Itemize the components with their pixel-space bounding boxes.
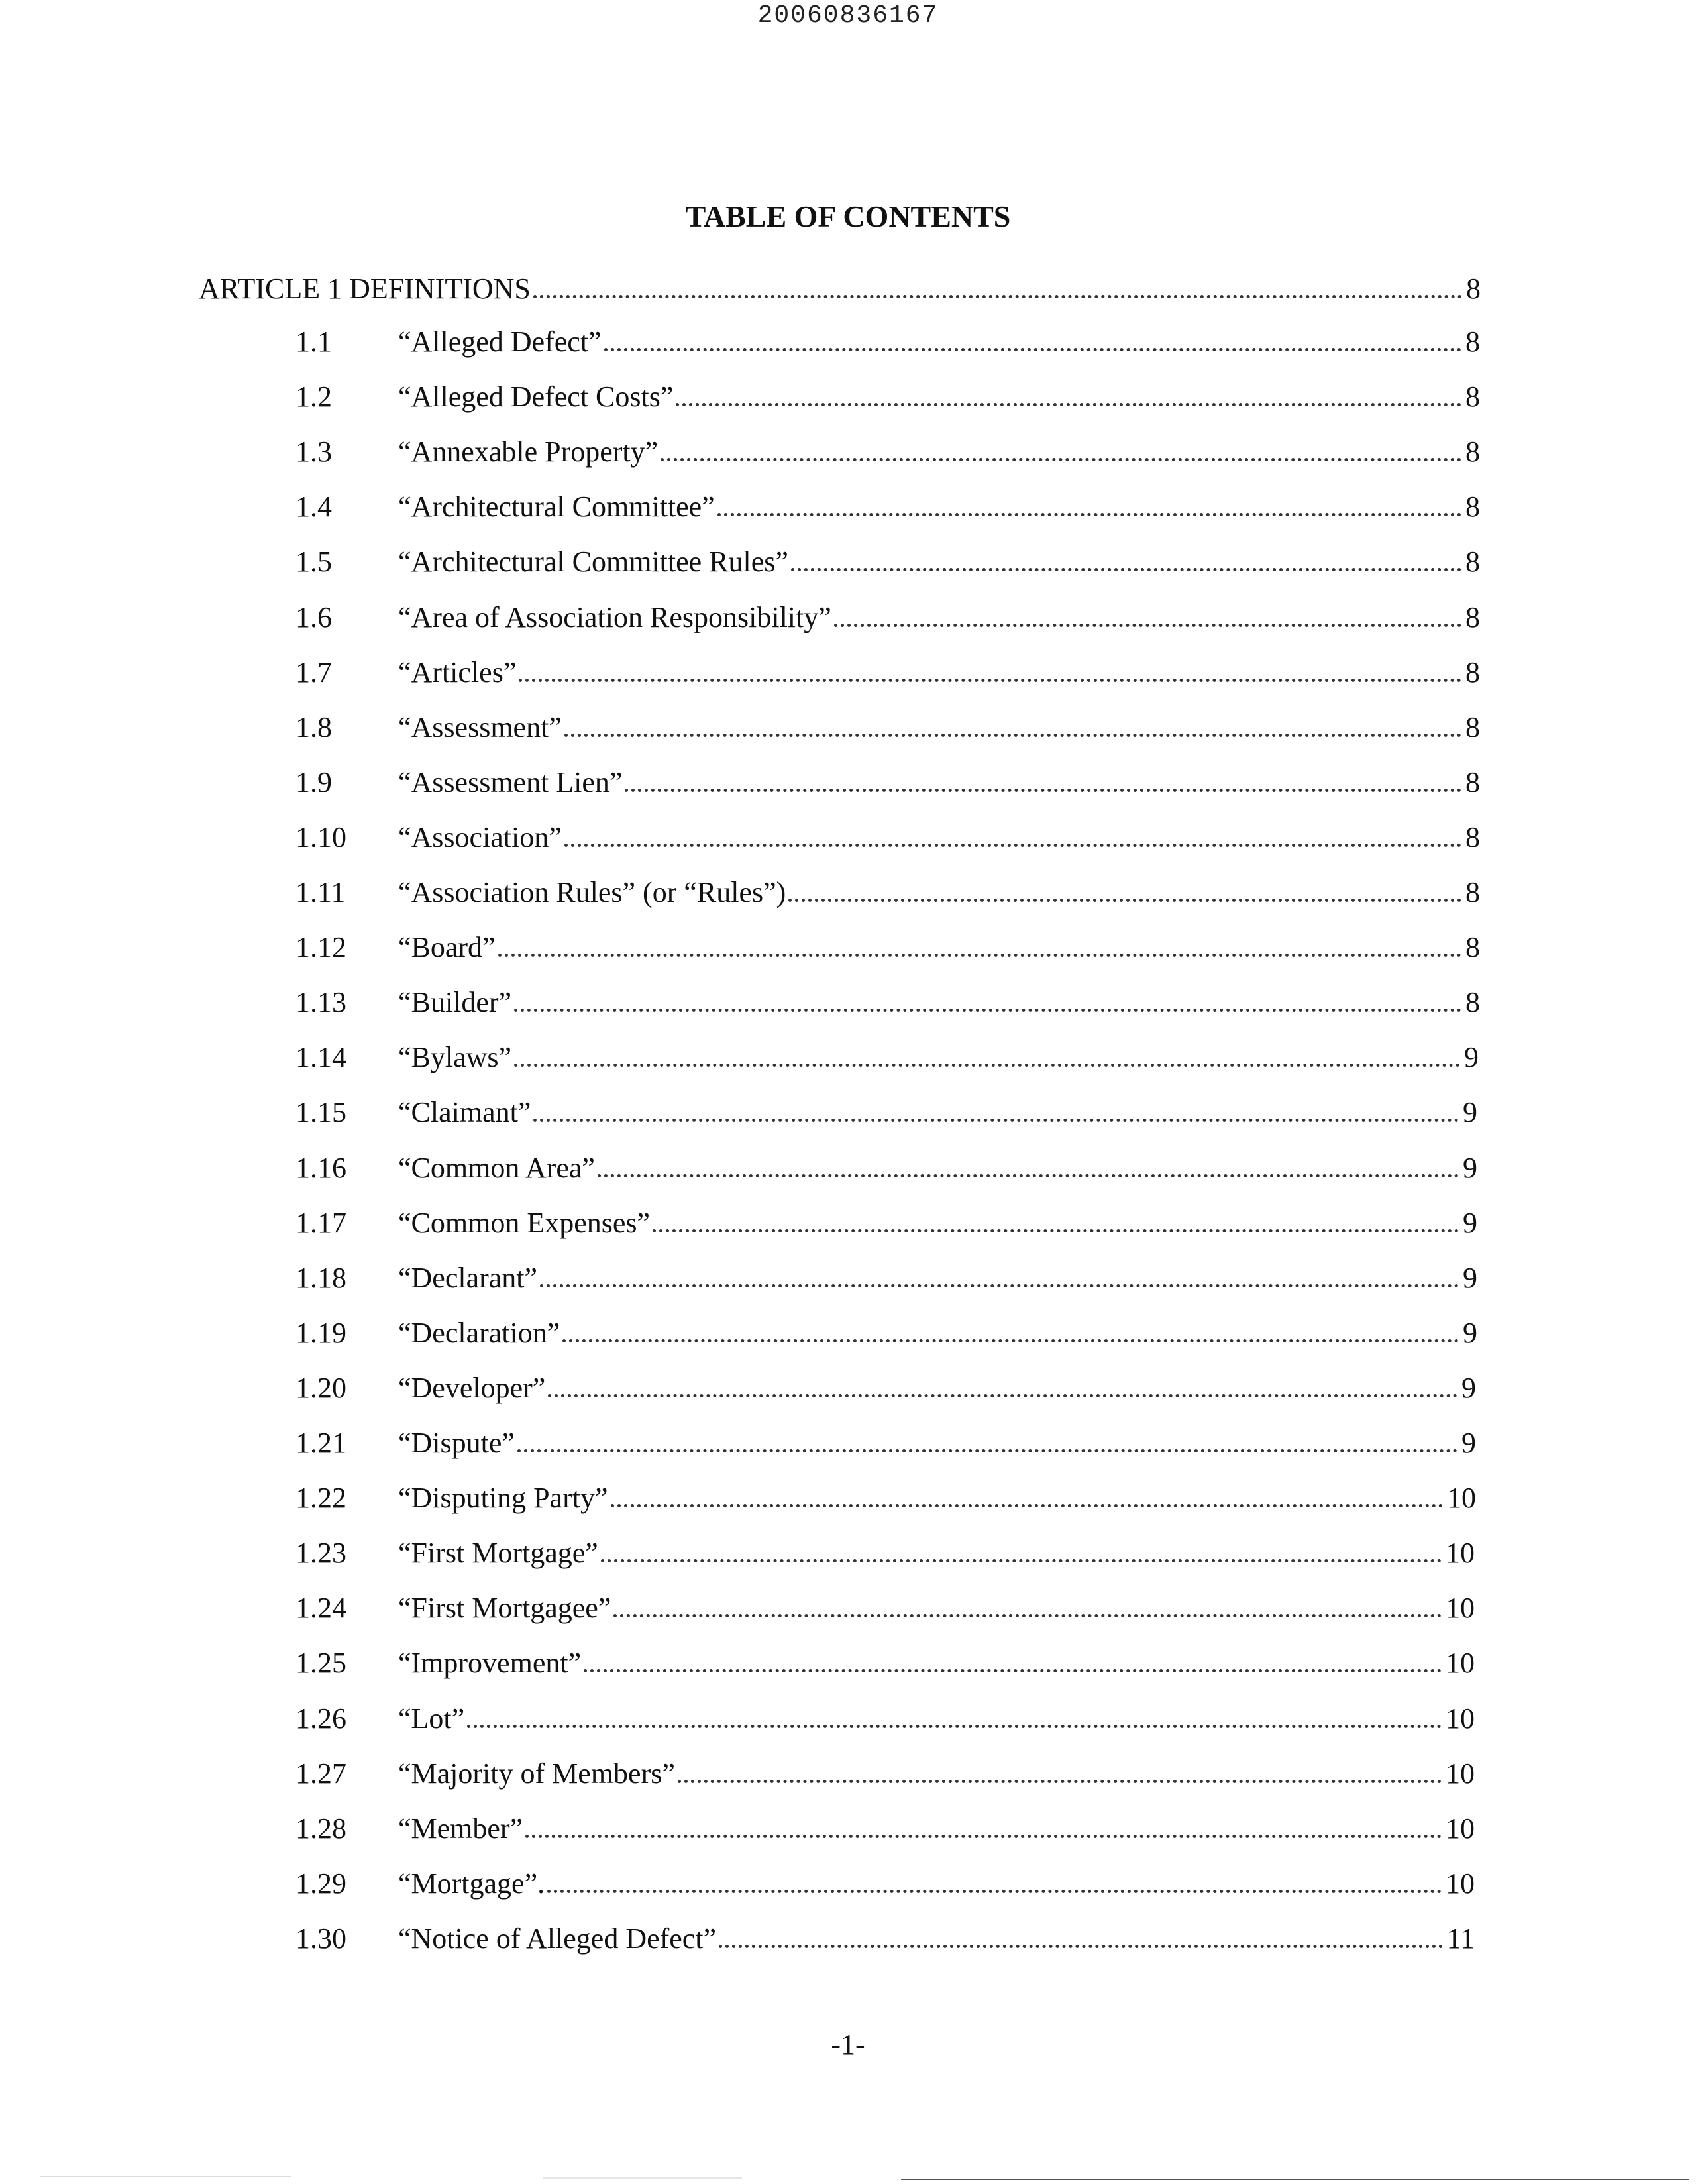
page-number-footer: -1- [831, 2028, 865, 2061]
toc-section-entry[interactable] [295, 1480, 1476, 1517]
section-number: 1.21 [295, 1427, 346, 1459]
dot-leader [562, 1339, 1459, 1342]
dot-leader [547, 1890, 1442, 1893]
section-page-number: 9 [1463, 1262, 1477, 1294]
article-page-number: 8 [1466, 272, 1481, 305]
section-number: 1.11 [295, 876, 346, 908]
toc-section-entry[interactable] [295, 1535, 1475, 1572]
dot-leader [678, 1780, 1442, 1783]
section-page-number: 8 [1465, 821, 1480, 853]
toc-section-entry[interactable] [295, 323, 1480, 360]
section-title: “Area of Association Responsibility” [398, 601, 831, 633]
section-number: 1.14 [295, 1041, 346, 1073]
section-page-number: 9 [1461, 1372, 1476, 1404]
section-number: 1.24 [295, 1592, 346, 1624]
section-number: 1.27 [295, 1757, 346, 1790]
section-title: “Declaration” [398, 1317, 560, 1349]
section-title: “Association” [398, 821, 562, 853]
section-title: “First Mortgage” [398, 1537, 598, 1569]
section-number: 1.23 [295, 1537, 346, 1569]
section-page-number: 8 [1465, 986, 1480, 1018]
section-page-number: 8 [1465, 766, 1480, 798]
section-title: “Alleged Defect” [398, 325, 602, 358]
section-title: “Lot” [398, 1702, 465, 1735]
section-page-number: 8 [1465, 490, 1480, 523]
section-number: 1.16 [295, 1152, 346, 1184]
section-number: 1.6 [295, 601, 332, 633]
dot-leader [548, 1394, 1458, 1397]
section-page-number: 9 [1464, 1041, 1479, 1073]
dot-leader [611, 1504, 1443, 1507]
section-title: “Mortgage”. [398, 1867, 545, 1900]
dot-leader [517, 1449, 1458, 1452]
section-page-number: 9 [1463, 1317, 1477, 1349]
dot-leader [564, 734, 1461, 737]
section-page-number: 10 [1446, 1812, 1475, 1845]
page-title: TABLE OF CONTENTS [685, 199, 1011, 233]
section-page-number: 10 [1446, 1537, 1475, 1569]
section-page-number: 9 [1463, 1152, 1477, 1184]
dot-leader [676, 403, 1461, 406]
toc-section-entry[interactable] [295, 378, 1480, 415]
toc-section-entry[interactable] [295, 1700, 1475, 1737]
section-number: 1.26 [295, 1702, 346, 1735]
dot-leader [533, 295, 1462, 298]
toc-section-entry[interactable] [295, 1810, 1475, 1847]
section-page-number: 10 [1446, 1867, 1475, 1900]
section-page-number: 8 [1465, 435, 1480, 468]
toc-section-entry[interactable] [295, 599, 1480, 636]
section-title: “Improvement” [398, 1647, 582, 1679]
section-page-number: 9 [1463, 1207, 1477, 1239]
dot-leader [834, 624, 1461, 627]
section-number: 1.29 [295, 1867, 346, 1900]
toc-section-entry[interactable] [295, 819, 1480, 856]
section-page-number: 8 [1465, 545, 1480, 578]
dot-leader [788, 899, 1461, 902]
toc-section-entry[interactable] [295, 1755, 1475, 1792]
section-page-number: 8 [1465, 380, 1480, 413]
section-title: “Disputing Party” [398, 1482, 608, 1514]
section-number: 1.19 [295, 1317, 346, 1349]
section-page-number: 9 [1461, 1427, 1476, 1459]
section-title: “Declarant” [398, 1262, 538, 1294]
scan-speckle [40, 2176, 292, 2177]
toc-section-entry[interactable] [295, 654, 1480, 691]
toc-section-entry[interactable] [295, 709, 1480, 746]
section-title: “Architectural Committee Rules” [398, 545, 788, 578]
section-page-number: 8 [1465, 656, 1480, 688]
section-title: “Association Rules” (or “Rules”) [398, 876, 786, 908]
section-title: “Alleged Defect Costs” [398, 380, 674, 413]
dot-leader [598, 1174, 1459, 1177]
section-page-number: 8 [1465, 601, 1480, 633]
section-number: 1.13 [295, 986, 346, 1018]
section-title: “Builder” [398, 986, 512, 1018]
dot-leader [604, 348, 1461, 351]
dot-leader [791, 568, 1461, 571]
dot-leader [533, 1119, 1459, 1122]
toc-section-entry[interactable] [295, 1425, 1476, 1462]
toc-section-entry[interactable] [295, 1865, 1475, 1902]
section-number: 1.10 [295, 821, 346, 853]
section-number: 1.9 [295, 766, 332, 798]
section-number: 1.30 [295, 1922, 346, 1955]
toc-section-entry[interactable] [295, 929, 1480, 966]
dot-leader [564, 844, 1461, 847]
section-number: 1.18 [295, 1262, 346, 1294]
section-page-number: 8 [1465, 325, 1480, 358]
toc-article-entry[interactable] [199, 270, 1481, 307]
section-number: 1.25 [295, 1647, 346, 1679]
toc-section-entry[interactable] [295, 1590, 1475, 1627]
toc-section-entry[interactable] [295, 488, 1480, 525]
section-number: 1.8 [295, 711, 332, 743]
section-page-number: 9 [1463, 1096, 1477, 1128]
toc-section-entry[interactable] [295, 1094, 1477, 1131]
toc-section-entry[interactable] [295, 1260, 1477, 1297]
section-number: 1.28 [295, 1812, 346, 1845]
dot-leader [584, 1669, 1442, 1672]
section-title: “Articles” [398, 656, 517, 688]
dot-leader [514, 1064, 1460, 1067]
section-title: “Architectural Committee” [398, 490, 715, 523]
section-title: “Developer” [398, 1372, 546, 1404]
section-number: 1.4 [295, 490, 332, 523]
dot-leader [525, 1835, 1442, 1838]
dot-leader [498, 954, 1461, 957]
toc-section-entry[interactable] [295, 543, 1480, 580]
section-title: “Majority of Members” [398, 1757, 675, 1790]
section-number: 1.12 [295, 931, 346, 963]
section-number: 1.3 [295, 435, 332, 468]
toc-section-entry[interactable] [295, 1205, 1477, 1242]
dot-leader [519, 679, 1461, 682]
section-title: “First Mortgagee” [398, 1592, 611, 1624]
section-page-number: 10 [1446, 1647, 1475, 1679]
section-number: 1.1 [295, 325, 332, 358]
section-title: “Common Expenses” [398, 1207, 651, 1239]
scan-speckle [543, 2177, 742, 2179]
toc-section-entry[interactable] [295, 1315, 1477, 1352]
section-number: 1.17 [295, 1207, 346, 1239]
section-page-number: 10 [1446, 1757, 1475, 1790]
dot-leader [540, 1284, 1459, 1287]
section-page-number: 8 [1465, 931, 1480, 963]
section-title: “Member” [398, 1812, 523, 1845]
dot-leader [661, 458, 1461, 461]
dot-leader [514, 1009, 1461, 1012]
section-title: “Board” [398, 931, 496, 963]
document-number: 20060836167 [757, 1, 939, 30]
section-title: “Dispute” [398, 1427, 515, 1459]
dot-leader [601, 1559, 1442, 1562]
section-title: “Common Area” [398, 1152, 595, 1184]
section-number: 1.20 [295, 1372, 346, 1404]
section-title: “Claimant” [398, 1096, 531, 1128]
dot-leader [625, 789, 1461, 792]
scan-edge-rule [901, 2179, 1689, 2180]
section-page-number: 10 [1447, 1482, 1476, 1514]
section-page-number: 11 [1446, 1922, 1475, 1955]
section-title: “Assessment” [398, 711, 562, 743]
section-number: 1.22 [295, 1482, 346, 1514]
section-page-number: 10 [1446, 1702, 1475, 1735]
toc-section-entry[interactable] [295, 1920, 1475, 1957]
section-title: “Annexable Property” [398, 435, 659, 468]
section-page-number: 8 [1465, 876, 1480, 908]
section-title: “Assessment Lien” [398, 766, 623, 798]
dot-leader [717, 513, 1461, 516]
toc-section-entry[interactable] [295, 1370, 1476, 1407]
toc-section-entry[interactable] [295, 1645, 1475, 1682]
toc-section-entry[interactable] [295, 764, 1480, 801]
dot-leader [653, 1229, 1459, 1232]
toc-section-entry[interactable] [295, 874, 1480, 911]
toc-section-entry[interactable] [295, 984, 1480, 1021]
section-number: 1.2 [295, 380, 332, 413]
section-page-number: 8 [1465, 711, 1480, 743]
section-title: “Bylaws” [398, 1041, 512, 1073]
article-label: ARTICLE 1 DEFINITIONS [199, 272, 531, 305]
toc-section-entry[interactable] [295, 433, 1480, 470]
toc-section-entry[interactable] [295, 1039, 1479, 1076]
section-number: 1.5 [295, 545, 332, 578]
section-number: 1.7 [295, 656, 332, 688]
dot-leader [719, 1945, 1443, 1948]
section-page-number: 10 [1446, 1592, 1475, 1624]
dot-leader [467, 1725, 1442, 1728]
section-title: “Notice of Alleged Defect” [398, 1922, 717, 1955]
section-number: 1.15 [295, 1096, 346, 1128]
dot-leader [613, 1614, 1442, 1617]
toc-section-entry[interactable] [295, 1150, 1477, 1187]
